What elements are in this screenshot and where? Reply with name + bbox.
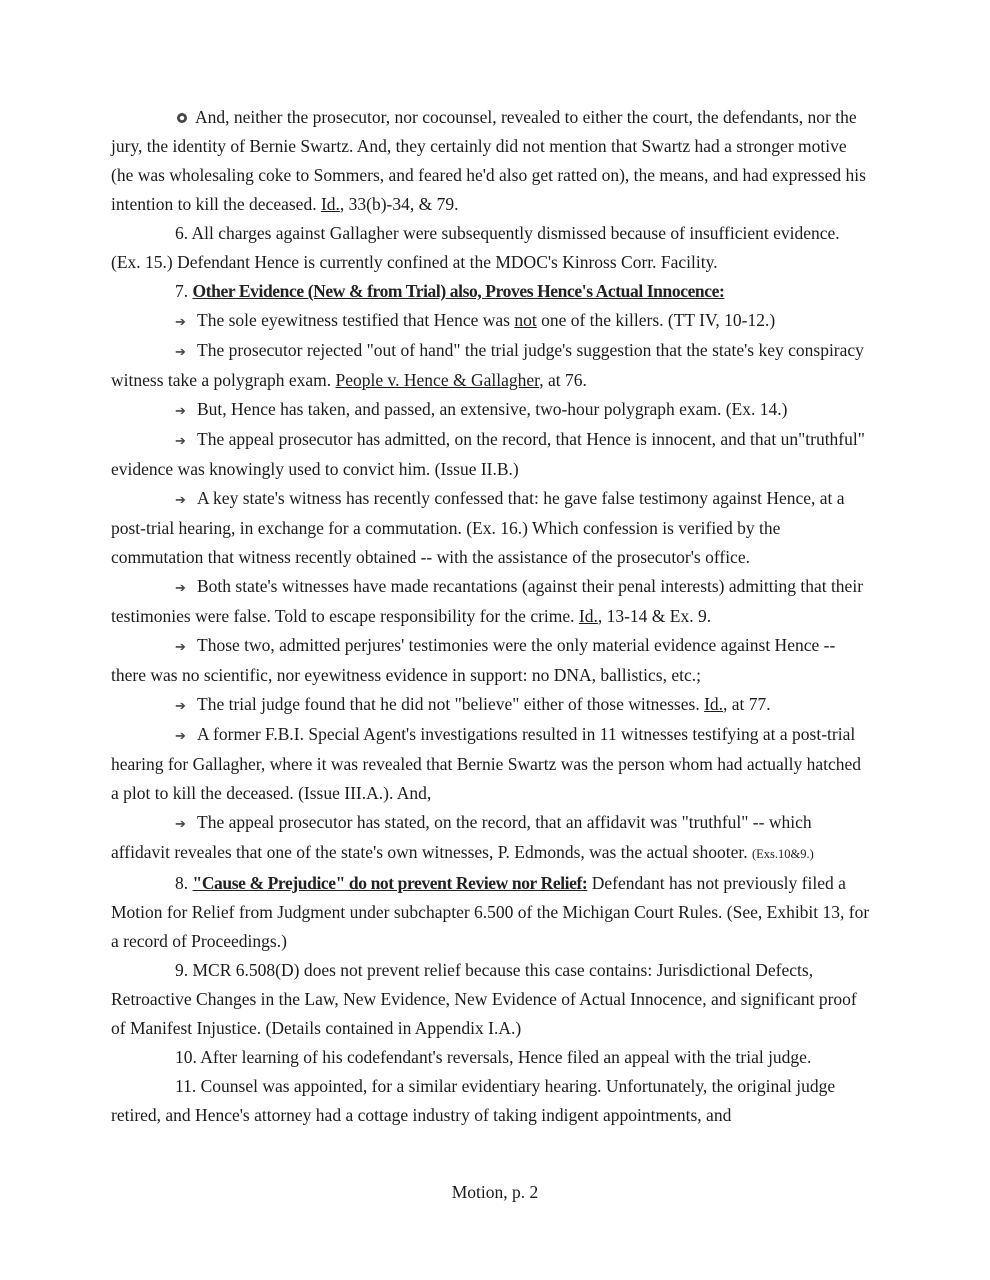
paragraph-9: 9. MCR 6.508(D) does not prevent relief because this case contains: Jurisdictional Defects, Retroactive Changes in the Law, New Evidence, New Evidence of Actual Innocence, and significant proof of Manifest Injustice. (Details contained in Appendix I.A.): [111, 960, 857, 1038]
item-text: , at 77.: [723, 694, 771, 714]
arrow-icon: ➔: [175, 816, 186, 831]
section-heading: "Cause & Prejudice" do not prevent Review nor Relief:: [192, 873, 588, 893]
arrow-icon: ➔: [175, 728, 186, 743]
arrow-icon: ➔: [175, 492, 186, 507]
evidence-item: [111, 484, 873, 572]
item-text: The appeal prosecutor has stated, on the record, that an affidavit was "truthful" -- which affidavit reveales that one of the state's own witnesses, P. Edmonds, was the actual shooter.: [111, 812, 812, 862]
paragraph-8: [111, 869, 873, 956]
evidence-item: [111, 572, 873, 631]
arrow-icon: ➔: [175, 580, 186, 595]
item-text: The prosecutor rejected "out of hand" the trial judge's suggestion that the state's key conspiracy witness take a polygraph exam.: [111, 340, 864, 390]
item-text: Those two, admitted perjures' testimonies were the only material evidence against Hence -- there was no scientific, nor eyewitness evidence in support: no DNA, ballistics, etc.;: [111, 635, 836, 685]
bullet-paragraph: [111, 103, 873, 219]
paragraph-number: 7.: [175, 281, 193, 301]
arrow-icon: ➔: [175, 639, 186, 654]
arrow-icon: ➔: [175, 698, 186, 713]
arrow-icon: ➔: [175, 433, 186, 448]
arrow-icon: ➔: [175, 344, 186, 359]
arrow-icon: ➔: [175, 403, 186, 418]
evidence-item: [111, 336, 873, 395]
paragraph-number: 8.: [175, 873, 193, 893]
section-heading: Other Evidence (New & from Trial) also, Proves Hence's Actual Innocence:: [192, 281, 725, 301]
arrow-icon: ➔: [175, 314, 186, 329]
item-text: But, Hence has taken, and passed, an extensive, two-hour polygraph exam. (Ex. 14.): [197, 399, 788, 419]
evidence-item: [111, 306, 873, 336]
paragraph-10: 10. After learning of his codefendant's reversals, Hence filed an appeal with the trial judge.: [175, 1047, 812, 1067]
paragraph-text: And, neither the prosecutor, nor cocounsel, revealed to either the court, the defendants, nor the jury, the identity of Bernie Swartz. And, they certainly did not mention that Swartz had a stronger motive (he was wholesaling coke to Sommers, and feared he'd also get ratted on), the means, and had expressed his intention to kill the deceased.: [111, 107, 866, 214]
item-text: , at 76.: [539, 370, 587, 390]
paragraph-7: [111, 277, 873, 306]
item-text: The appeal prosecutor has admitted, on the record, that Hence is innocent, and that un"truthful" evidence was knowingly used to convict him. (Issue II.B.): [111, 429, 865, 479]
item-text: Both state's witnesses have made recantations (against their penal interests) admitting that their testimonies were false. Told to escape responsibility for the crime.: [111, 576, 864, 626]
item-text: A key state's witness has recently confessed that: he gave false testimony against Hence, at a post-trial hearing, in exchange for a commutation. (Ex. 16.) Which confession is verified by the commutation that witness recently obtained -- with the assistance of the prosecutor's office.: [111, 488, 845, 567]
exhibit-reference: (Exs.10&9.): [751, 847, 814, 861]
item-text: , 13-14 & Ex. 9.: [597, 606, 712, 626]
document-body: [111, 103, 873, 1130]
evidence-item: [111, 808, 873, 869]
page-footer: Motion, p. 2: [451, 1182, 539, 1202]
evidence-item: [111, 690, 873, 720]
paragraph-6: 6. All charges against Gallagher were subsequently dismissed because of insufficient evidence. (Ex. 15.) Defendant Hence is currently confined at the MDOC's Kinross Corr. Facility.: [111, 223, 840, 272]
paragraph-text: , 33(b)-34, & 79.: [339, 194, 459, 214]
evidence-item: [111, 631, 873, 690]
evidence-item: [111, 425, 873, 484]
paragraph-text: Defendant has not previously filed a Motion for Relief from Judgment under subchapter 6.500 of the Michigan Court Rules. (See, Exhibit 13, for a record of Proceedings.): [111, 873, 870, 951]
citation: Id.: [578, 606, 598, 626]
item-text: one of the killers. (TT IV, 10-12.): [536, 310, 776, 330]
underlined-text: not: [514, 310, 537, 330]
paragraph-11: 11. Counsel was appointed, for a similar evidentiary hearing. Unfortunately, the original judge retired, and Hence's attorney had a cottage industry of taking indigent appointments, and: [111, 1076, 836, 1125]
item-text: The sole eyewitness testified that Hence was: [197, 310, 515, 330]
item-text: A former F.B.I. Special Agent's investigations resulted in 11 witnesses testifying at a post-trial hearing for Gallagher, where it was revealed that Bernie Swartz was the person whom had actually hatched a plot to kill the deceased. (Issue III.A.). And,: [111, 724, 862, 803]
citation: Id.: [320, 194, 340, 214]
case-citation: People v. Hence & Gallagher: [335, 370, 540, 390]
citation: Id.: [704, 694, 724, 714]
evidence-item: [111, 395, 873, 425]
item-text: The trial judge found that he did not "believe" either of those witnesses.: [197, 694, 705, 714]
evidence-item: [111, 720, 873, 808]
circle-bullet-icon: [177, 113, 187, 123]
